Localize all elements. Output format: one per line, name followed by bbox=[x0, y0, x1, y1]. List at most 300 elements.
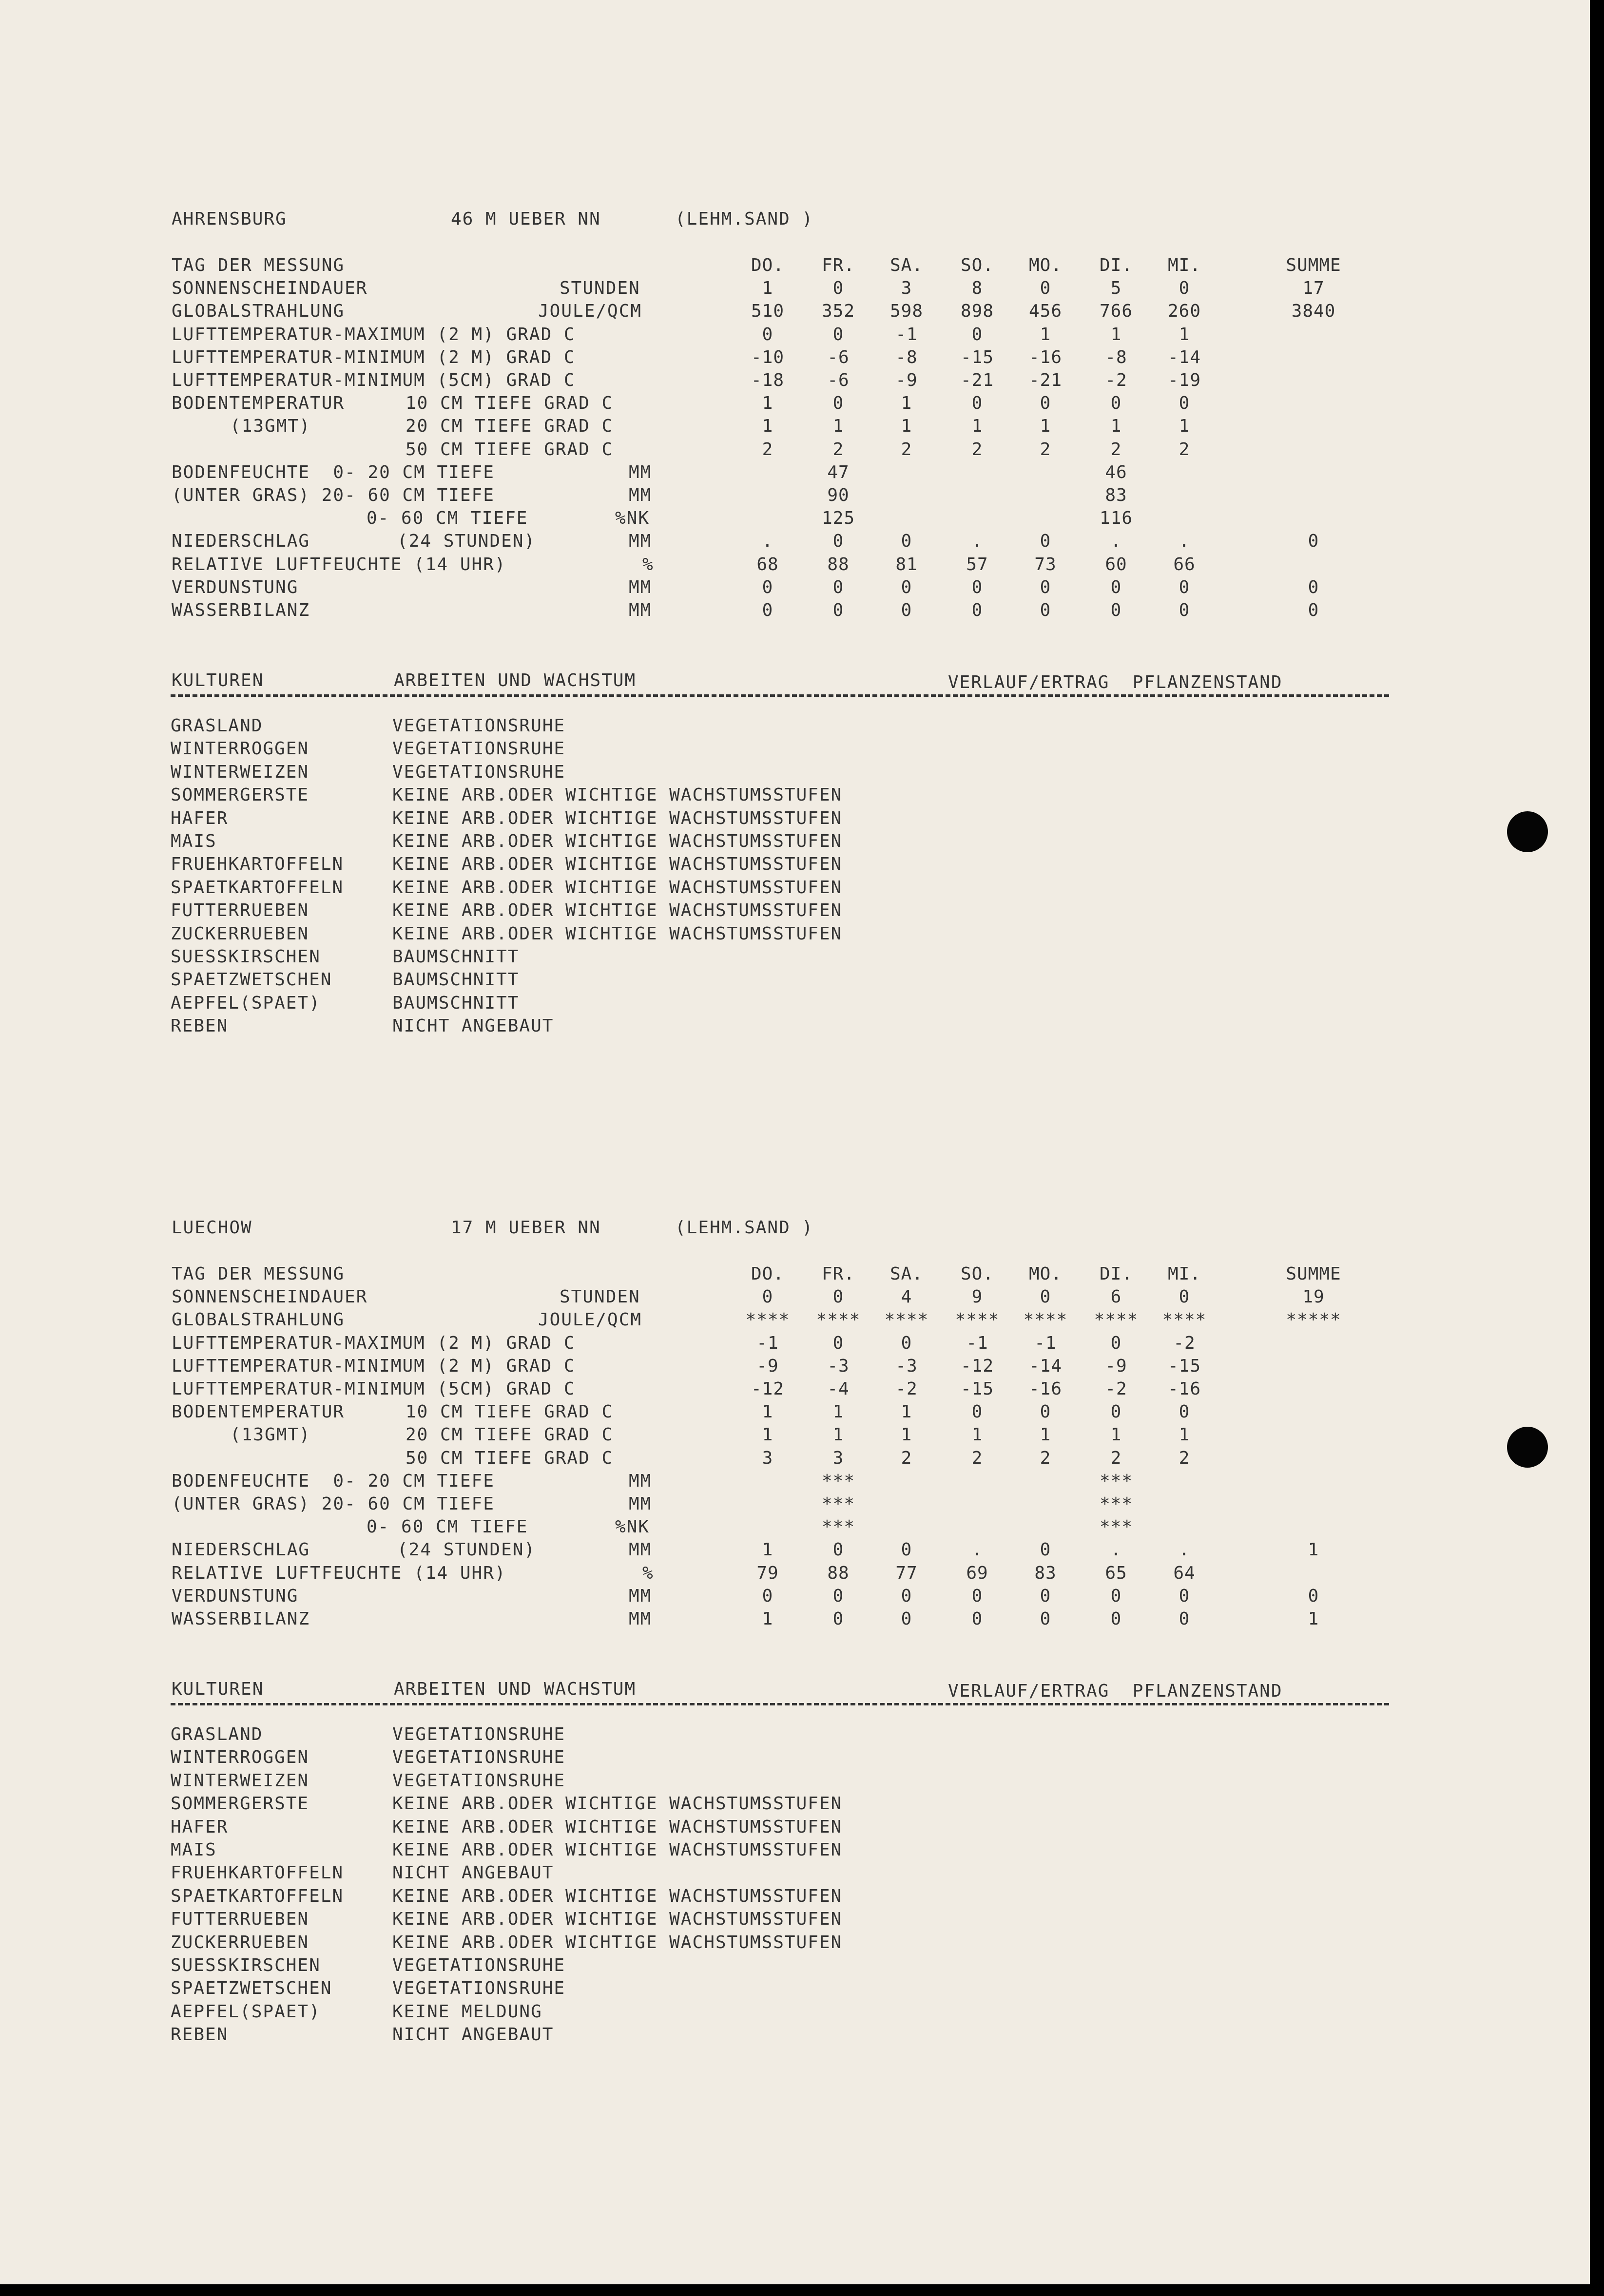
data-cell: 352 bbox=[821, 301, 855, 322]
row-label: % bbox=[642, 554, 654, 574]
data-cell: 0 bbox=[832, 278, 844, 299]
crop-status: BAUMSCHNITT bbox=[392, 947, 520, 967]
punch-hole bbox=[1507, 811, 1548, 852]
crop-status: KEINE ARB.ODER WICHTIGE WACHSTUMSSTUFEN bbox=[392, 785, 843, 805]
data-cell: 0 bbox=[1179, 1402, 1190, 1422]
data-cell: 0 bbox=[762, 600, 773, 620]
row-label: BODENFEUCHTE 0- 20 CM TIEFE bbox=[172, 462, 495, 482]
data-cell: -1 bbox=[966, 1333, 988, 1353]
data-cell: 0 bbox=[1110, 1609, 1122, 1629]
data-cell: 0 bbox=[762, 1586, 773, 1606]
data-cell: 116 bbox=[1099, 508, 1133, 529]
crop-name: WINTERWEIZEN bbox=[171, 1770, 309, 1791]
data-cell: **** bbox=[745, 1310, 790, 1330]
data-cell: -14 bbox=[1167, 347, 1201, 367]
kulturen-header: KULTUREN bbox=[172, 1679, 264, 1699]
kulturen-header: KULTUREN bbox=[172, 670, 264, 690]
crop-name: WINTERROGGEN bbox=[171, 739, 309, 759]
data-cell: . bbox=[762, 531, 773, 552]
row-label: GLOBALSTRAHLUNG bbox=[172, 301, 345, 322]
data-cell: 0 bbox=[832, 1540, 844, 1560]
data-cell: . bbox=[1179, 1540, 1190, 1560]
data-cell: 66 bbox=[1173, 554, 1196, 574]
data-cell: 9 bbox=[971, 1287, 983, 1307]
row-label: %NK bbox=[615, 508, 650, 529]
row-label: LUFTTEMPERATUR-MAXIMUM (2 M) GRAD C bbox=[172, 324, 576, 344]
data-cell: -3 bbox=[895, 1356, 918, 1376]
row-label: BODENTEMPERATUR bbox=[172, 1402, 345, 1422]
crop-status: VEGETATIONSRUHE bbox=[392, 1747, 566, 1768]
day-header: MO. bbox=[1028, 255, 1063, 275]
crop-status: BAUMSCHNITT bbox=[392, 970, 520, 990]
data-cell: -15 bbox=[1167, 1356, 1201, 1376]
data-cell: 0 bbox=[1110, 393, 1122, 414]
data-cell: 0 bbox=[971, 577, 983, 597]
day-header: SO. bbox=[960, 1264, 994, 1284]
data-cell: -2 bbox=[895, 1379, 918, 1399]
data-cell: *** bbox=[821, 1471, 855, 1491]
data-cell: 1 bbox=[1110, 416, 1122, 437]
data-cell: -18 bbox=[751, 370, 785, 390]
data-cell: 64 bbox=[1173, 1563, 1196, 1583]
row-label: MM bbox=[629, 1471, 652, 1491]
data-cell: 2 bbox=[1040, 439, 1051, 459]
data-cell: 0 bbox=[1110, 600, 1122, 620]
crop-status: VEGETATIONSRUHE bbox=[392, 716, 566, 736]
row-label: 0- 60 CM TIEFE bbox=[367, 508, 528, 529]
crop-status: NICHT ANGEBAUT bbox=[392, 1016, 554, 1036]
crop-status: KEINE ARB.ODER WICHTIGE WACHSTUMSSTUFEN bbox=[392, 808, 843, 828]
data-cell: -6 bbox=[827, 370, 850, 390]
data-cell: -16 bbox=[1028, 1379, 1063, 1399]
crop-status: KEINE ARB.ODER WICHTIGE WACHSTUMSSTUFEN bbox=[392, 1840, 843, 1860]
data-cell: *** bbox=[1099, 1471, 1133, 1491]
data-cell: . bbox=[1110, 531, 1122, 552]
data-cell: 0 bbox=[1110, 1586, 1122, 1606]
data-cell: 1 bbox=[1110, 1425, 1122, 1445]
data-cell: -2 bbox=[1105, 1379, 1127, 1399]
data-cell: 0 bbox=[1040, 1586, 1051, 1606]
row-label: 20 CM TIEFE GRAD C bbox=[406, 416, 614, 437]
data-cell: 1 bbox=[1179, 1425, 1190, 1445]
row-label: NIEDERSCHLAG bbox=[172, 531, 310, 552]
data-cell: 1 bbox=[901, 1402, 912, 1422]
data-cell: -15 bbox=[960, 1379, 994, 1399]
row-label: MM bbox=[629, 1609, 652, 1629]
data-cell: 68 bbox=[756, 554, 779, 574]
verlauf-header: VERLAUF/ERTRAG PFLANZENSTAND bbox=[948, 1681, 1283, 1701]
data-cell: -14 bbox=[1028, 1356, 1063, 1376]
data-cell: 0 bbox=[1179, 1609, 1190, 1629]
row-label: RELATIVE LUFTFEUCHTE (14 UHR) bbox=[172, 554, 506, 574]
day-header: DO. bbox=[751, 1264, 785, 1284]
row-label: GLOBALSTRAHLUNG bbox=[172, 1310, 345, 1330]
data-cell: 2 bbox=[762, 439, 773, 459]
data-cell: 0 bbox=[1040, 600, 1051, 620]
data-cell: 0 bbox=[901, 1586, 912, 1606]
data-cell: 1 bbox=[832, 1425, 844, 1445]
row-label: RELATIVE LUFTFEUCHTE (14 UHR) bbox=[172, 1563, 506, 1583]
crop-name: HAFER bbox=[171, 1817, 229, 1837]
data-cell: 2 bbox=[1110, 439, 1122, 459]
row-label: 10 CM TIEFE GRAD C bbox=[406, 1402, 614, 1422]
data-cell: 125 bbox=[821, 508, 855, 529]
crop-name: SOMMERGERSTE bbox=[171, 785, 309, 805]
data-cell: 0 bbox=[1040, 1402, 1051, 1422]
data-cell: 0 bbox=[901, 1609, 912, 1629]
data-cell: 1 bbox=[971, 416, 983, 437]
data-cell: 1 bbox=[832, 416, 844, 437]
data-cell: 2 bbox=[832, 439, 844, 459]
data-cell: 1 bbox=[901, 393, 912, 414]
data-cell: 0 bbox=[901, 577, 912, 597]
arbeiten-header: ARBEITEN UND WACHSTUM bbox=[394, 670, 637, 690]
row-label: 0- 60 CM TIEFE bbox=[367, 1517, 528, 1537]
data-cell: 0 bbox=[971, 1586, 983, 1606]
data-cell: 2 bbox=[971, 1448, 983, 1468]
crop-name: FUTTERRUEBEN bbox=[171, 1909, 309, 1930]
data-cell: 1 bbox=[1308, 1609, 1319, 1629]
crop-name: FRUEHKARTOFFELN bbox=[171, 854, 344, 875]
row-label: JOULE/QCM bbox=[538, 1310, 642, 1330]
crop-status: VEGETATIONSRUHE bbox=[392, 1978, 566, 1999]
data-cell: 88 bbox=[827, 554, 850, 574]
data-cell: 0 bbox=[1110, 577, 1122, 597]
crop-name: HAFER bbox=[171, 808, 229, 828]
data-cell: 0 bbox=[832, 324, 844, 344]
data-cell: 0 bbox=[1040, 1287, 1051, 1307]
crop-name: SUESSKIRSCHEN bbox=[171, 947, 321, 967]
crop-name: SPAETZWETSCHEN bbox=[171, 1978, 332, 1999]
data-cell: 2 bbox=[1110, 1448, 1122, 1468]
data-cell: 0 bbox=[971, 600, 983, 620]
data-cell: 0 bbox=[1040, 278, 1051, 299]
summe-header: SUMME bbox=[1286, 1264, 1341, 1284]
data-cell: *** bbox=[1099, 1494, 1133, 1514]
data-cell: 1 bbox=[762, 393, 773, 414]
data-cell: 65 bbox=[1105, 1563, 1127, 1583]
data-cell: 0 bbox=[1040, 531, 1051, 552]
crop-name: SOMMERGERSTE bbox=[171, 1794, 309, 1814]
crop-name: SUESSKIRSCHEN bbox=[171, 1955, 321, 1975]
row-label: STUNDEN bbox=[560, 1287, 640, 1307]
crop-name: GRASLAND bbox=[171, 716, 263, 736]
row-label: MM bbox=[629, 531, 652, 552]
crop-name: GRASLAND bbox=[171, 1724, 263, 1744]
row-label: 20 CM TIEFE GRAD C bbox=[406, 1425, 614, 1445]
crop-name: WINTERROGGEN bbox=[171, 1747, 309, 1768]
row-label: MM bbox=[629, 1540, 652, 1560]
data-cell: 0 bbox=[1179, 1586, 1190, 1606]
data-cell: 1 bbox=[1308, 1540, 1319, 1560]
data-cell: *** bbox=[821, 1494, 855, 1514]
row-label: MM bbox=[629, 485, 652, 505]
data-cell: 456 bbox=[1028, 301, 1063, 322]
row-label: MM bbox=[629, 600, 652, 620]
crop-status: KEINE ARB.ODER WICHTIGE WACHSTUMSSTUFEN bbox=[392, 877, 843, 898]
data-cell: 0 bbox=[971, 393, 983, 414]
station-elevation: 17 M UEBER NN bbox=[451, 1218, 601, 1238]
day-header: DI. bbox=[1099, 255, 1133, 275]
crop-name: FUTTERRUEBEN bbox=[171, 900, 309, 921]
data-cell: 1 bbox=[901, 416, 912, 437]
crop-status: BAUMSCHNITT bbox=[392, 993, 520, 1013]
row-label: 50 CM TIEFE GRAD C bbox=[406, 1448, 614, 1468]
data-cell: 0 bbox=[832, 1609, 844, 1629]
data-cell: 1 bbox=[971, 1425, 983, 1445]
row-label: LUFTTEMPERATUR-MINIMUM (2 M) GRAD C bbox=[172, 347, 576, 367]
separator-line bbox=[171, 694, 1389, 697]
data-cell: 0 bbox=[832, 531, 844, 552]
row-label: MM bbox=[629, 577, 652, 597]
row-label: MM bbox=[629, 1494, 652, 1514]
station-elevation: 46 M UEBER NN bbox=[451, 209, 601, 229]
data-cell: 0 bbox=[901, 600, 912, 620]
data-cell: 1 bbox=[1040, 324, 1051, 344]
row-label: % bbox=[642, 1563, 654, 1583]
row-label: WASSERBILANZ bbox=[172, 600, 310, 620]
data-cell: 0 bbox=[832, 1333, 844, 1353]
separator-line bbox=[171, 1703, 1389, 1705]
row-label: 10 CM TIEFE GRAD C bbox=[406, 393, 614, 414]
data-cell: -12 bbox=[960, 1356, 994, 1376]
data-cell: 0 bbox=[1308, 531, 1319, 552]
row-label: VERDUNSTUNG bbox=[172, 577, 299, 597]
data-cell: 1 bbox=[762, 1402, 773, 1422]
data-cell: 1 bbox=[762, 1609, 773, 1629]
crop-status: KEINE ARB.ODER WICHTIGE WACHSTUMSSTUFEN bbox=[392, 900, 843, 921]
row-label: 50 CM TIEFE GRAD C bbox=[406, 439, 614, 459]
crop-name: REBEN bbox=[171, 1016, 229, 1036]
row-label: VERDUNSTUNG bbox=[172, 1586, 299, 1606]
data-cell: 0 bbox=[1040, 1540, 1051, 1560]
data-cell: 69 bbox=[966, 1563, 988, 1583]
crop-status: KEINE ARB.ODER WICHTIGE WACHSTUMSSTUFEN bbox=[392, 831, 843, 851]
data-cell: 3 bbox=[901, 278, 912, 299]
data-cell: 79 bbox=[756, 1563, 779, 1583]
data-cell: 0 bbox=[1179, 1287, 1190, 1307]
data-cell: 0 bbox=[1308, 600, 1319, 620]
data-cell: . bbox=[1179, 531, 1190, 552]
data-cell: 83 bbox=[1105, 485, 1127, 505]
row-label: (24 STUNDEN) bbox=[397, 531, 536, 552]
data-cell: *** bbox=[821, 1517, 855, 1537]
data-cell: **** bbox=[1023, 1310, 1068, 1330]
data-cell: 0 bbox=[832, 1586, 844, 1606]
data-cell: **** bbox=[1162, 1310, 1207, 1330]
data-cell: 47 bbox=[827, 462, 850, 482]
crop-status: KEINE ARB.ODER WICHTIGE WACHSTUMSSTUFEN bbox=[392, 1932, 843, 1952]
data-cell: -21 bbox=[960, 370, 994, 390]
data-cell: 0 bbox=[901, 531, 912, 552]
data-cell: 81 bbox=[895, 554, 918, 574]
station-name: AHRENSBURG bbox=[172, 209, 287, 229]
data-cell: 88 bbox=[827, 1563, 850, 1583]
data-cell: . bbox=[1110, 1540, 1122, 1560]
data-cell: 0 bbox=[832, 393, 844, 414]
data-cell: 0 bbox=[1040, 1609, 1051, 1629]
data-cell: -6 bbox=[827, 347, 850, 367]
day-header: DI. bbox=[1099, 1264, 1133, 1284]
data-cell: 1 bbox=[832, 1402, 844, 1422]
row-label: LUFTTEMPERATUR-MAXIMUM (2 M) GRAD C bbox=[172, 1333, 576, 1353]
data-cell: *** bbox=[1099, 1517, 1133, 1537]
crop-name: MAIS bbox=[171, 1840, 217, 1860]
day-header: DO. bbox=[751, 255, 785, 275]
data-cell: 19 bbox=[1302, 1287, 1325, 1307]
data-cell: 3 bbox=[832, 1448, 844, 1468]
data-cell: 1 bbox=[762, 416, 773, 437]
row-label: LUFTTEMPERATUR-MINIMUM (2 M) GRAD C bbox=[172, 1356, 576, 1376]
data-cell: 260 bbox=[1167, 301, 1201, 322]
data-cell: 77 bbox=[895, 1563, 918, 1583]
data-cell: **** bbox=[816, 1310, 861, 1330]
row-label: WASSERBILANZ bbox=[172, 1609, 310, 1629]
data-cell: -12 bbox=[751, 1379, 785, 1399]
data-cell: 898 bbox=[960, 301, 994, 322]
data-cell: 0 bbox=[1110, 1333, 1122, 1353]
day-header: MI. bbox=[1167, 255, 1201, 275]
data-cell: 598 bbox=[889, 301, 924, 322]
data-cell: 0 bbox=[1308, 1586, 1319, 1606]
row-label: BODENTEMPERATUR bbox=[172, 393, 345, 414]
data-cell: 6 bbox=[1110, 1287, 1122, 1307]
crop-status: KEINE ARB.ODER WICHTIGE WACHSTUMSSTUFEN bbox=[392, 854, 843, 875]
data-cell: . bbox=[971, 531, 983, 552]
data-cell: -2 bbox=[1105, 370, 1127, 390]
data-cell: 0 bbox=[971, 324, 983, 344]
crop-status: KEINE ARB.ODER WICHTIGE WACHSTUMSSTUFEN bbox=[392, 1886, 843, 1906]
row-label: TAG DER MESSUNG bbox=[172, 255, 345, 275]
data-cell: 1 bbox=[1179, 416, 1190, 437]
data-cell: -3 bbox=[827, 1356, 850, 1376]
row-label: (UNTER GRAS) 20- 60 CM TIEFE bbox=[172, 485, 495, 505]
row-label: LUFTTEMPERATUR-MINIMUM (5CM) GRAD C bbox=[172, 1379, 576, 1399]
data-cell: -4 bbox=[827, 1379, 850, 1399]
crop-status: KEINE ARB.ODER WICHTIGE WACHSTUMSSTUFEN bbox=[392, 1817, 843, 1837]
data-cell: 1 bbox=[1040, 1425, 1051, 1445]
data-cell: 4 bbox=[901, 1287, 912, 1307]
row-label: (13GMT) bbox=[230, 416, 311, 437]
data-cell: 5 bbox=[1110, 278, 1122, 299]
crop-status: VEGETATIONSRUHE bbox=[392, 1770, 566, 1791]
row-label: (24 STUNDEN) bbox=[397, 1540, 536, 1560]
crop-name: REBEN bbox=[171, 2025, 229, 2045]
crop-status: KEINE ARB.ODER WICHTIGE WACHSTUMSSTUFEN bbox=[392, 923, 843, 944]
data-cell: **** bbox=[884, 1310, 929, 1330]
crop-name: WINTERWEIZEN bbox=[171, 762, 309, 782]
row-label: TAG DER MESSUNG bbox=[172, 1264, 345, 1284]
data-cell: **** bbox=[955, 1310, 1000, 1330]
data-cell: 2 bbox=[901, 439, 912, 459]
day-header: FR. bbox=[821, 255, 855, 275]
crop-status: NICHT ANGEBAUT bbox=[392, 1863, 554, 1883]
data-cell: 0 bbox=[971, 1402, 983, 1422]
data-cell: 1 bbox=[1110, 324, 1122, 344]
data-cell: 0 bbox=[901, 1540, 912, 1560]
day-header: FR. bbox=[821, 1264, 855, 1284]
data-cell: ***** bbox=[1286, 1310, 1341, 1330]
row-label: STUNDEN bbox=[560, 278, 640, 299]
crop-name: SPAETZWETSCHEN bbox=[171, 970, 332, 990]
data-cell: 0 bbox=[1040, 393, 1051, 414]
data-cell: 17 bbox=[1302, 278, 1325, 299]
data-cell: 73 bbox=[1034, 554, 1057, 574]
crop-status: NICHT ANGEBAUT bbox=[392, 2025, 554, 2045]
crop-status: VEGETATIONSRUHE bbox=[392, 1724, 566, 1744]
data-cell: 1 bbox=[1040, 416, 1051, 437]
crop-name: MAIS bbox=[171, 831, 217, 851]
arbeiten-header: ARBEITEN UND WACHSTUM bbox=[394, 1679, 637, 1699]
crop-status: KEINE ARB.ODER WICHTIGE WACHSTUMSSTUFEN bbox=[392, 1909, 843, 1930]
crop-name: AEPFEL(SPAET) bbox=[171, 993, 321, 1013]
data-cell: 2 bbox=[1040, 1448, 1051, 1468]
crop-name: SPAETKARTOFFELN bbox=[171, 1886, 344, 1906]
day-header: MI. bbox=[1167, 1264, 1201, 1284]
data-cell: 83 bbox=[1034, 1563, 1057, 1583]
row-label: JOULE/QCM bbox=[538, 301, 642, 322]
data-cell: 2 bbox=[971, 439, 983, 459]
crop-name: FRUEHKARTOFFELN bbox=[171, 1863, 344, 1883]
data-cell: -10 bbox=[751, 347, 785, 367]
data-cell: -9 bbox=[1105, 1356, 1127, 1376]
data-cell: -8 bbox=[895, 347, 918, 367]
data-cell: 0 bbox=[762, 1287, 773, 1307]
summe-header: SUMME bbox=[1286, 255, 1341, 275]
day-header: SO. bbox=[960, 255, 994, 275]
data-cell: **** bbox=[1094, 1310, 1139, 1330]
data-cell: 510 bbox=[751, 301, 785, 322]
data-cell: 57 bbox=[966, 554, 988, 574]
data-cell: 0 bbox=[971, 1609, 983, 1629]
data-cell: 0 bbox=[1179, 393, 1190, 414]
data-cell: 0 bbox=[832, 600, 844, 620]
crop-name: SPAETKARTOFFELN bbox=[171, 877, 344, 898]
data-cell: 766 bbox=[1099, 301, 1133, 322]
day-header: SA. bbox=[889, 1264, 924, 1284]
data-cell: 0 bbox=[832, 1287, 844, 1307]
crop-status: KEINE MELDUNG bbox=[392, 2001, 542, 2022]
row-label: MM bbox=[629, 1586, 652, 1606]
station-soil: (LEHM.SAND ) bbox=[675, 1218, 814, 1238]
data-cell: 0 bbox=[901, 1333, 912, 1353]
data-cell: -16 bbox=[1028, 347, 1063, 367]
data-cell: -9 bbox=[895, 370, 918, 390]
data-cell: 1 bbox=[762, 1425, 773, 1445]
row-label: NIEDERSCHLAG bbox=[172, 1540, 310, 1560]
data-cell: 0 bbox=[762, 324, 773, 344]
data-cell: 2 bbox=[1179, 439, 1190, 459]
data-cell: . bbox=[971, 1540, 983, 1560]
row-label: (13GMT) bbox=[230, 1425, 311, 1445]
data-cell: 3840 bbox=[1291, 301, 1336, 322]
row-label: MM bbox=[629, 462, 652, 482]
data-cell: -1 bbox=[1034, 1333, 1057, 1353]
row-label: SONNENSCHEINDAUER bbox=[172, 1287, 368, 1307]
data-cell: 0 bbox=[1040, 577, 1051, 597]
crop-status: VEGETATIONSRUHE bbox=[392, 739, 566, 759]
row-label: LUFTTEMPERATUR-MINIMUM (5CM) GRAD C bbox=[172, 370, 576, 390]
crop-name: ZUCKERRUEBEN bbox=[171, 923, 309, 944]
data-cell: -8 bbox=[1105, 347, 1127, 367]
data-cell: -19 bbox=[1167, 370, 1201, 390]
data-cell: 2 bbox=[1179, 1448, 1190, 1468]
data-cell: -21 bbox=[1028, 370, 1063, 390]
day-header: MO. bbox=[1028, 1264, 1063, 1284]
crop-status: VEGETATIONSRUHE bbox=[392, 762, 566, 782]
data-cell: 0 bbox=[1179, 600, 1190, 620]
data-cell: 0 bbox=[1308, 577, 1319, 597]
